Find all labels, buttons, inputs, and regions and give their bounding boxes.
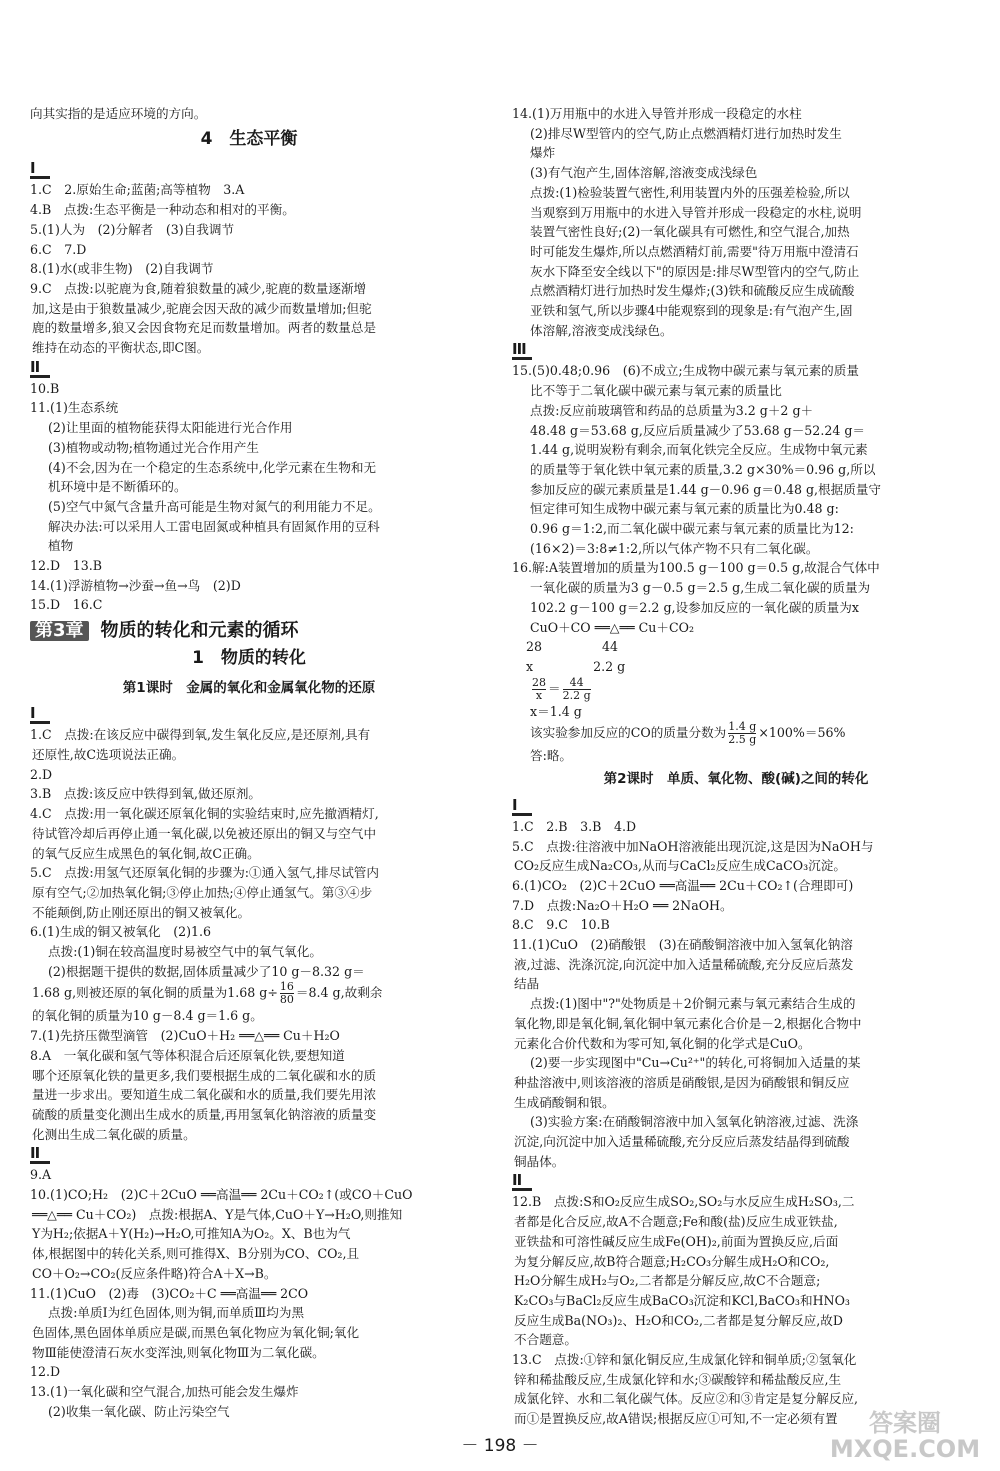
answer-line: 结晶 (514, 976, 540, 992)
equation-row (512, 637, 960, 657)
answer-line: 9.C 点拨:以驼鹿为食,随着狼数量的减少,驼鹿的数量逐渐增 (30, 280, 367, 296)
answer-line: 参加反应的碳元素质量是1.44 g－0.96 g＝0.48 g,根据质量守 (530, 481, 882, 497)
level-1-icon: I (30, 161, 50, 179)
fraction (532, 677, 546, 702)
mass-value: 2.2 g (593, 658, 626, 674)
answer-line: 14.(1)万用瓶中的水进入导管并形成一段稳定的水柱 (512, 106, 802, 121)
answer-line: 种盐溶液中,则该溶液的溶质是硝酸银,是因为硝酸银和铜反应 (514, 1074, 850, 1090)
text: ＝8.4 g,故剩余 (295, 985, 383, 1001)
answer-line: 15.D 16.C (30, 597, 103, 613)
answer-line: 一氧化碳的质量为3 g－0.5 g＝2.5 g,生成二氧化碳的质量为 (530, 580, 871, 596)
answer-line: 者都是化合反应,故A不合题意;Fe和酸(盐)反应生成亚铁盐, (514, 1214, 838, 1230)
answer-line: 10.B (30, 380, 60, 396)
denominator: 2.2 g (562, 688, 591, 702)
answer-line: 亚铁盐和可溶性碱反应生成Fe(OH)₂,前面为置换反应,后面 (514, 1233, 839, 1249)
answer-line: (2)根据题干提供的数据,固体质量减少了10 g－8.32 g＝ (48, 963, 365, 979)
answer-line: 0.96 g＝1:2,而二氧化碳中碳元素与氧元素的质量比为12: (530, 521, 854, 537)
lesson-title: 第2课时 单质、氧化物、酸(碱)之间的转化 (603, 771, 869, 788)
answer-line: 化测出生成二氧化碳的质量。 (32, 1126, 196, 1142)
answer-line: 点拨:(1)图中"?"处物质是＋2价铜元素与氧元素结合生成的 (530, 996, 856, 1012)
lesson2-level2 (512, 1192, 960, 1428)
answer-line: 解决办法:可以采用人工雷电固氮或种植具有固氮作用的豆科 (48, 518, 380, 534)
level-3-icon: III (512, 342, 532, 360)
answer-line: 13.C 点拨:①锌和氯化铜反应,生成氯化锌和铜单质;②氢氧化 (512, 1352, 857, 1368)
answer-line: (2)收集一氧化碳、防止污染空气 (48, 1403, 230, 1419)
answer-line: (2)让里面的植物能获得太阳能进行光合作用 (48, 420, 293, 436)
answer-line: 为复分解反应,故B符合题意;H₂CO₃分解生成H₂O和CO₂, (514, 1253, 830, 1269)
answer-line: 1.C 2.B 3.B 4.D (512, 818, 637, 834)
answer-line: 比不等于二氧化碳中碳元素与氧元素的质量比 (530, 383, 782, 399)
answer-line: 7.(1)先挤压微型滴管 (2)CuO＋H₂ ══△══ Cu＋H₂O (30, 1028, 340, 1044)
answer-line: (16×2)＝3:8≠1:2,所以气体产物不只有二氧化碳。 (530, 540, 819, 556)
level1-answers (30, 180, 468, 357)
answer-line: 16.解:A装置增加的质量为100.5 g－100 g＝0.5 g,故混合气体中 (512, 560, 880, 576)
ratio-line: $\frac{28}{x}$ ＝ $\frac{44}{2.2 g}$ (532, 675, 591, 702)
answer-line: 8.C 9.C 10.B (512, 917, 610, 933)
answer-line: 10.(1)CO;H₂ (2)C＋2CuO ══高温══ 2Cu＋CO₂↑(或CO＋CuO (30, 1187, 413, 1203)
answer-line: 成氯化锌、水和二氧化碳气体。反应②和③肯定是复分解反应, (514, 1391, 859, 1407)
answer-line: 4.B 点拨:生态平衡是一种动态和相对的平衡。 (30, 202, 295, 218)
fraction (280, 981, 294, 1006)
answer-line: 8.(1)水(或非生物) (2)自我调节 (30, 261, 214, 277)
answer-line: 当观察到万用瓶中的水进入导管并形成一段稳定的水柱,说明 (530, 204, 862, 220)
answer-line: 4.C 点拨:用一氧化碳还原氧化铜的实验结束时,应先撤酒精灯, (30, 806, 379, 822)
level2-answers (30, 379, 468, 615)
answer-line: 点燃酒精灯进行加热时发生爆炸;(3)铁和硫酸反应生成硫酸 (530, 283, 855, 299)
answer-line: 体溶解,溶液变成浅绿色。 (530, 322, 673, 338)
ans16-block (512, 558, 960, 766)
lesson1-level2 (30, 1165, 468, 1421)
watermark-logo: 答案圈 MXQE.COM (829, 1409, 981, 1463)
answer-line: 的氧气反应生成黑色的氧化铜,故C正确。 (32, 845, 260, 861)
answer-line: 沉淀,向沉淀中加入适量稀硫酸,充分反应后蒸发结晶得到硫酸 (514, 1134, 850, 1150)
denominator: 80 (279, 993, 294, 1007)
answer-line: (3)植物或动物;植物通过光合作用产生 (48, 439, 259, 455)
answer-line: 不能颠倒,防止刚还原出的铜又被氧化。 (32, 904, 251, 920)
mass-value: 28 (526, 639, 543, 655)
answer-line: (3)实验方案:在硝酸铜溶液中加入氢氧化钠溶液,过滤、洗涤 (530, 1114, 859, 1130)
answer-line: 12.D (30, 1364, 61, 1380)
answer-line: 11.(1)生态系统 (30, 400, 119, 416)
answer-line: (4)不会,因为在一个稳定的生态系统中,化学元素在生物和无 (48, 459, 377, 475)
answer-line: 维持在动态的平衡状态,即C图。 (32, 340, 210, 356)
ans14-block (512, 104, 960, 340)
answer-line: 生成硝酸铜和银。 (514, 1094, 615, 1110)
answer-line: 13.(1)一氧化碳和空气混合,加热可能会发生爆炸 (30, 1384, 299, 1400)
answer-line: CO＋O₂→CO₂(反应条件略)符合A＋X→B。 (32, 1265, 277, 1281)
text: 该实验参加反应的CO的质量分数为 (530, 725, 727, 741)
answer-line: ══△══ Cu＋CO₂) 点拨:根据A、Y是气体,CuO＋Y→H₂O,则推知 (32, 1206, 403, 1222)
denominator: 2.5 g (728, 733, 757, 747)
fraction-line (30, 981, 468, 1006)
equation: CuO＋CO ══△══ Cu＋CO₂ (530, 619, 694, 635)
answer-line: 鹿的数量增多,狼又会因食物充足而数量增加。两者的数量总是 (32, 320, 377, 336)
answer-line: 装置气密性良好;(2)一氧化碳具有可燃性,和空气混合,加热 (530, 224, 850, 240)
answer-line: 7.D 点拨:Na₂O＋H₂O ══ 2NaOH。 (512, 897, 733, 913)
answer-line: 6.(1)CO₂ (2)C＋2CuO ══高温══ 2Cu＋CO₂↑(合理即可) (512, 877, 854, 893)
answer-line: 12.D 13.B (30, 558, 103, 574)
answer-line: 11.(1)CuO (2)硝酸银 (3)在硝酸铜溶液中加入氢氧化钠溶 (512, 937, 853, 953)
answer-line: 6.(1)生成的铜又被氧化 (2)1.6 (30, 924, 212, 940)
answer-line: 点拨:单质Ⅰ为红色固体,则为铜,而单质Ⅲ均为黑 (48, 1305, 305, 1321)
answer-line: 铜晶体。 (514, 1153, 565, 1169)
fraction-line (512, 721, 960, 746)
answer-line: 答:略。 (530, 748, 573, 764)
answer-line: 点拨:反应前玻璃管和药品的总质量为3.2 g＋2 g＋ (530, 402, 814, 418)
answer-line: 还原性,故C选项说法正确。 (32, 746, 185, 762)
answer-line: 1.44 g,说明炭粉有剩余,而氧化铁完全反应。生成物中氧元素 (530, 442, 868, 458)
fraction (728, 721, 756, 746)
answer-line: 恒定律可知生成物中碳元素与氧元素的质量比为0.48 g: (530, 501, 839, 517)
level-2-icon: II (30, 360, 50, 378)
level-2-icon: II (30, 1146, 50, 1164)
answer-line: 5.C 点拨:用氢气还原氧化铜的步骤为:①通入氢气,排尽试管内 (30, 865, 379, 881)
answer-line: 3.B 点拨:该反应中铁得到氧,做还原剂。 (30, 786, 262, 802)
answer-line: 加,这是由于狼数量减少,驼鹿会因天敌的减少而数量增加;但驼 (32, 300, 372, 316)
level-2-icon: II (512, 1173, 532, 1191)
lesson1-answers (30, 725, 468, 1144)
numerator: 16 (279, 980, 294, 994)
answer-line: 6.C 7.D (30, 241, 87, 257)
ans15-block (512, 361, 960, 558)
answer-line: 锌和稀盐酸反应,生成氯化锌和水;③碳酸锌和稀盐酸反应,生 (514, 1371, 842, 1387)
left-column (30, 104, 468, 1421)
sub-section-title: 1 物质的转化 (192, 647, 306, 668)
answer-line: 量进一步求出。要知道生成二氧化碳和水的质量,我们要先用浓 (32, 1087, 377, 1103)
lesson-title: 第1课时 金属的氧化和金属氧化物的还原 (122, 679, 376, 696)
numerator: 28 (532, 675, 546, 689)
answer-line: 体,根据图中的转化关系,则可推得X、B分别为CO、CO₂,且 (32, 1246, 360, 1262)
answer-line: 11.(1)CuO (2)毒 (3)CO₂＋C ══高温══ 2CO (30, 1285, 309, 1301)
answer-line: 待试管冷却后再停止通一氧化碳,以免被还原出的铜又与空气中 (32, 825, 377, 841)
answer-line: 2.D (30, 766, 53, 782)
answer-line: 点拨:(1)铜在较高温度时易被空气中的氧气氧化。 (48, 944, 322, 960)
denominator: x (535, 688, 543, 702)
answer-line: 亚铁和氢气,所以步骤4中能观察到的现象是:有气泡产生,固 (530, 303, 853, 319)
section-title: 4 生态平衡 (200, 128, 298, 149)
page-number: － 198 － (461, 1436, 539, 1456)
answer-line: Y为H₂;依据A＋Y(H₂)→H₂O,可推知A为O₂。X、B也为气 (32, 1226, 351, 1242)
equation-row (512, 657, 960, 677)
answer-line: (2)排尽W型管内的空气,防止点燃酒精灯进行加热时发生 (530, 125, 842, 141)
lesson2-answers (512, 817, 960, 1172)
answer-line: 点拨:(1)检验装置气密性,利用装置内外的压强差检验,所以 (530, 184, 850, 200)
text: 1.68 g,则被还原的氧化铜的质量为1.68 g÷ (32, 985, 278, 1001)
answer-line: H₂O分解生成H₂与O₂,二者都是分解反应,故C不合题意; (514, 1273, 821, 1289)
answer-line: 灰水下降至安全线以下"的原因是:排尽W型管内的空气,防止 (530, 263, 860, 279)
answer-line: 9.A (30, 1167, 52, 1183)
intro-line: 向其实指的是适应环境的方向。 (30, 106, 207, 121)
answer-line: 102.2 g－100 g＝2.2 g,设参加反应的一氧化碳的质量为x (530, 599, 859, 615)
answer-line: 反应生成Ba(NO₃)₂、H₂O和CO₂,二者都是复分解反应,故D (514, 1312, 843, 1328)
answer-line: 液,过滤、洗涤沉淀,向沉淀中加入适量稀硫酸,充分反应后蒸发 (514, 956, 854, 972)
chapter-tag: 第3章 (30, 621, 89, 641)
answer-line: 而①是置换反应,故A错误;根据反应①可知,不一定必须有置 (514, 1411, 838, 1427)
answer-line: 48.48 g＝53.68 g,反应后质量减少了53.68 g－52.24 g＝ (530, 422, 866, 438)
answer-line: (2)要一步实现图中"Cu→Cu²⁺"的转化,可将铜加入适量的某 (530, 1055, 861, 1071)
answer-line: 哪个还原氧化铁的量更多,我们要根据生成的二氧化碳和水的质 (32, 1067, 377, 1083)
answer-line: 5.(1)人为 (2)分解者 (3)自我调节 (30, 221, 235, 237)
mass-value: 44 (602, 639, 619, 655)
answer-line: 色固体,黑色固体单质应是碳,而黑色氧化物应为氧化铜;氧化 (32, 1324, 360, 1340)
level-1-icon: I (30, 706, 50, 724)
answer-line: 元素化合价代数和为零可知,氧化铜的化学式是CuO。 (514, 1035, 811, 1051)
chapter-heading (30, 621, 468, 641)
answer-line: (3)有气泡产生,固体溶解,溶液变成浅绿色 (530, 165, 758, 181)
text: ×100%＝56% (758, 725, 846, 741)
answer-line: 1.C 点拨:在该反应中碳得到氧,发生氧化反应,是还原剂,具有 (30, 727, 371, 743)
answer-line: 的质量等于氧化铁中氧元素的质量,3.2 g×30%＝0.96 g,所以 (530, 461, 876, 477)
answer-line: 原有空气;②加热氧化铜;③停止加热;④停止通氢气。第③④步 (32, 884, 373, 900)
answer-line: 1.C 2.原始生命;蓝菌;高等植物 3.A (30, 182, 245, 198)
answer-line: 时可能发生爆炸,所以点燃酒精灯前,需要"待万用瓶中澄清石 (530, 243, 859, 259)
answer-line: 不合题意。 (514, 1332, 577, 1348)
answer-line: 的氧化铜的质量为10 g－8.4 g＝1.6 g。 (32, 1008, 263, 1024)
chapter-title: 物质的转化和元素的循环 (100, 620, 299, 642)
answer-line: (5)空气中氮气含量升高可能是生物对氮气的利用能力不足。 (48, 498, 381, 514)
mass-value: x (526, 658, 534, 674)
answer-line: 硫酸的质量变化测出生成水的质量,再用氢氧化钠溶液的质量变 (32, 1106, 377, 1122)
right-column (512, 104, 960, 1429)
answer-line: CO₂反应生成Na₂CO₃,从而与CaCl₂反应生成CaCO₃沉淀。 (514, 858, 846, 874)
answer-line: 植物 (48, 538, 74, 554)
numerator: 44 (563, 677, 591, 690)
answer-line: 15.(5)0.48;0.96 (6)不成立;生成物中碳元素与氧元素的质量 (512, 363, 859, 379)
numerator: 1.4 g (728, 720, 757, 734)
fraction (563, 677, 591, 702)
level-1-icon: I (512, 798, 532, 816)
answer-line: 8.A 一氧化碳和氢气等体积混合后还原氧化铁,要想知道 (30, 1047, 345, 1063)
answer-line: 机环境中是不断循环的。 (48, 479, 187, 495)
answer-line: 物Ⅲ能使澄清石灰水变浑浊,则氧化物Ⅲ为二氧化碳。 (32, 1344, 325, 1360)
answer-line: 氧化物,即是氧化铜,氧化铜中氧元素化合价是－2,根据化合物中 (514, 1015, 862, 1031)
answer-line: 爆炸 (530, 145, 556, 161)
result-line: x＝1.4 g (530, 703, 582, 719)
answer-line: 14.(1)浮游植物→沙蚕→鱼→鸟 (2)D (30, 577, 241, 593)
answer-line: 5.C 点拨:往溶液中加NaOH溶液能出现沉淀,这是因为NaOH与 (512, 838, 874, 854)
answer-line: K₂CO₃与BaCl₂反应生成BaCO₃沉淀和KCl,BaCO₃和HNO₃ (514, 1292, 850, 1308)
answer-line: 12.B 点拨:S和O₂反应生成SO₂,SO₂与水反应生成H₂SO₃,二 (512, 1194, 855, 1210)
